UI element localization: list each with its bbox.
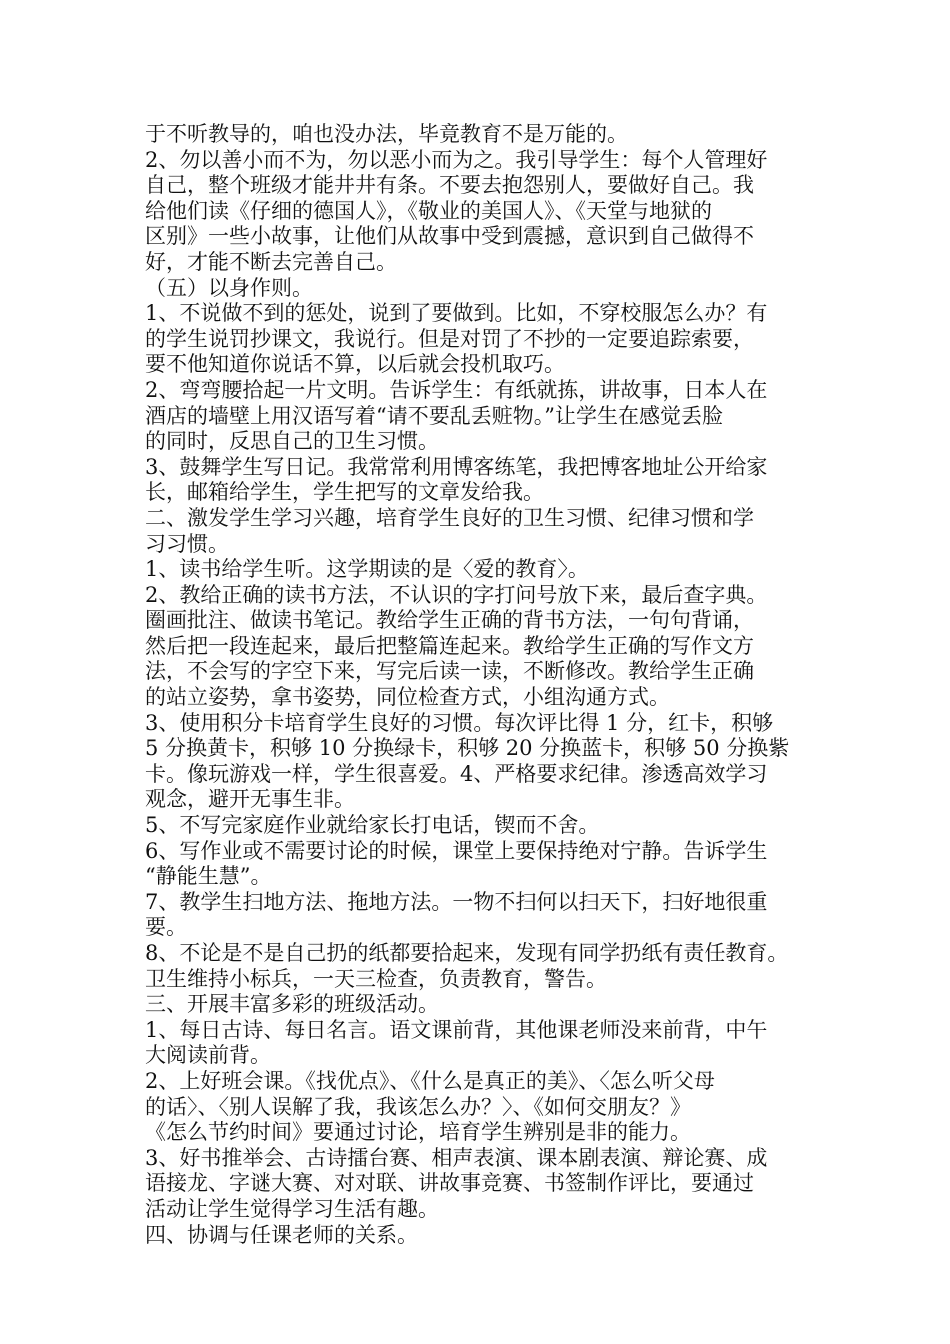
text-line: 2、弯弯腰拾起一片文明。告诉学生：有纸就拣，讲故事，日本人在 bbox=[145, 377, 768, 402]
text-line: 给他们读《仔细的德国人》，《敬业的美国人》、《天堂与地狱的 bbox=[145, 198, 712, 223]
text-line: 的同时，反思自己的卫生习惯。 bbox=[145, 429, 439, 454]
text-line: 观念，避开无事生非。 bbox=[145, 787, 355, 812]
text-line: 的话〉、〈别人误解了我，我该怎么办？〉、《如何交朋友？》 bbox=[145, 1094, 691, 1119]
text-line: 5、不写完家庭作业就给家长打电话，锲而不舍。 bbox=[145, 813, 600, 838]
text-line: 要。 bbox=[145, 915, 187, 940]
text-line: 7、教学生扫地方法、拖地方法。一物不扫何以扫天下，扫好地很重 bbox=[145, 889, 768, 914]
text-line: 酒店的墙壁上用汉语写着“请不要乱丢赃物。”让学生在感觉丢脸 bbox=[145, 403, 723, 428]
text-line: 语接龙、字谜大赛、对对联、讲故事竞赛、书签制作评比，要通过 bbox=[145, 1171, 754, 1196]
text-line: 习习惯。 bbox=[145, 531, 229, 556]
text-line: 长，邮箱给学生，学生把写的文章发给我。 bbox=[145, 480, 544, 505]
text-line: 圈画批注、做读书笔记。教给学生正确的背书方法，一句句背诵， bbox=[145, 608, 754, 633]
text-line: 3、使用积分卡培育学生良好的习惯。每次评比得 1 分，红卡，积够 bbox=[145, 710, 774, 735]
text-line: 于不听教导的，咱也没办法，毕竟教育不是万能的。 bbox=[145, 122, 628, 146]
text-line: 区别》一些小故事，让他们从故事中受到震撼，意识到自己做得不 bbox=[145, 224, 754, 249]
text-line: 的站立姿势，拿书姿势，同位检查方式，小组沟通方式。 bbox=[145, 685, 670, 710]
text-line: 8、不论是不是自己扔的纸都要拾起来，发现有同学扔纸有责任教育。 bbox=[145, 941, 789, 965]
text-line: （五）以身作则。 bbox=[145, 275, 313, 300]
text-line: 1、每日古诗、每日名言。语文课前背，其他课老师没来前背，中午 bbox=[145, 1017, 768, 1042]
text-line: 自己，整个班级才能井井有条。不要去抱怨别人，要做好自己。我 bbox=[145, 173, 754, 198]
text-line: 要不他知道你说话不算，以后就会投机取巧。 bbox=[145, 352, 565, 377]
text-line: 6、写作业或不需要讨论的时候，课堂上要保持绝对宁静。告诉学生 bbox=[145, 838, 768, 863]
text-line: 大阅读前背。 bbox=[145, 1043, 271, 1068]
text-line: 1、读书给学生听。这学期读的是〈爱的教育〉。 bbox=[145, 557, 589, 582]
text-line: 然后把一段连起来，最后把整篇连起来。教给学生正确的写作文方 bbox=[145, 633, 754, 658]
text-line: 法，不会写的字空下来，写完后读一读，不断修改。教给学生正确 bbox=[145, 659, 754, 684]
text-line: 的学生说罚抄课文，我说行。但是对罚了不抄的一定要追踪索要， bbox=[145, 326, 754, 351]
text-line: 四、协调与任课老师的关系。 bbox=[145, 1222, 418, 1247]
text-line: 好，才能不断去完善自己。 bbox=[145, 249, 397, 274]
text-line: 2、上好班会课。《找优点》、《什么是真正的美》、〈怎么听父母 bbox=[145, 1068, 715, 1093]
text-line: “静能生慧”。 bbox=[145, 864, 272, 889]
text-line: 《怎么节约时间》要通过讨论，培育学生辨别是非的能力。 bbox=[145, 1120, 691, 1145]
text-line: 二、激发学生学习兴趣，培育学生良好的卫生习惯、纪律习惯和学 bbox=[145, 505, 754, 530]
text-line: 3、好书推举会、古诗擂台赛、相声表演、课本剧表演、辩论赛、成 bbox=[145, 1145, 768, 1170]
document-body bbox=[145, 122, 835, 1248]
text-line: 2、教给正确的读书方法，不认识的字打问号放下来，最后查字典。 bbox=[145, 582, 768, 607]
text-line: 2、勿以善小而不为，勿以恶小而为之。我引导学生：每个人管理好 bbox=[145, 147, 768, 172]
text-line: 5 分换黄卡，积够 10 分换绿卡，积够 20 分换蓝卡，积够 50 分换紫 bbox=[145, 736, 790, 761]
text-line: 3、鼓舞学生写日记。我常常利用博客练笔，我把博客地址公开给家 bbox=[145, 454, 768, 479]
text-line: 活动让学生觉得学习生活有趣。 bbox=[145, 1196, 439, 1221]
text-line: 三、开展丰富多彩的班级活动。 bbox=[145, 992, 439, 1017]
text-line: 卡。像玩游戏一样，学生很喜爱。4、严格要求纪律。渗透高效学习 bbox=[145, 761, 768, 786]
text-line: 1、不说做不到的惩处，说到了要做到。比如，不穿校服怎么办？有 bbox=[145, 301, 768, 326]
text-line: 卫生维持小标兵，一天三检查，负责教育，警告。 bbox=[145, 966, 607, 991]
